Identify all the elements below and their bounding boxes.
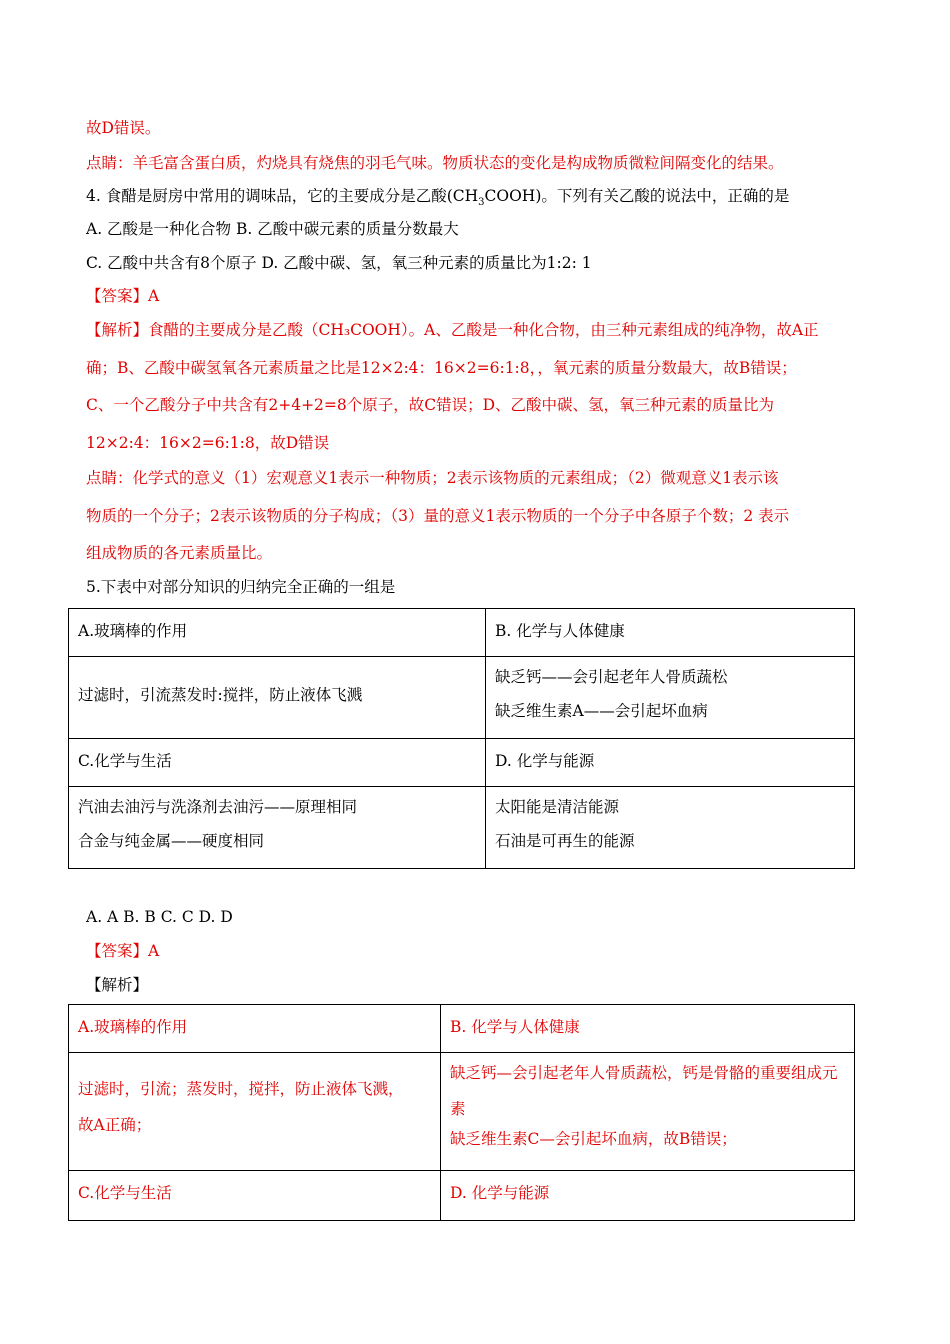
q5-table-c-body: 汽油去油污与洗涤剂去油污——原理相同 合金与纯金属——硬度相同 xyxy=(69,787,486,869)
q5-analysis-b-body: 缺乏钙—会引起老年人骨质蔬松，钙是骨骼的重要组成元素 缺乏维生素C—会引起坏血病，故B错误； xyxy=(441,1053,855,1171)
q4-tip-line3: 组成物质的各元素质量比。 xyxy=(86,544,273,562)
q4-analysis-line4: 12×2:4：16×2=6:1:8，故D错误 xyxy=(86,434,330,452)
q4-answer: 【答案】A xyxy=(86,287,160,305)
prev-conclusion: 故D错误。 xyxy=(86,119,161,137)
q4-stem-sub: 3 xyxy=(478,197,485,209)
q5-analysis-d-head: D. 化学与能源 xyxy=(441,1171,855,1221)
q5-analysis-table xyxy=(68,1004,855,1221)
q5-analysis-b-head: B. 化学与人体健康 xyxy=(441,1005,855,1053)
q5-table-b-body: 缺乏钙——会引起老年人骨质蔬松 缺乏维生素A——会引起坏血病 xyxy=(486,657,855,739)
q4-options-row1: A. 乙酸是一种化合物 B. 乙酸中碳元素的质量分数最大 xyxy=(86,220,459,238)
q5-table-a-body: 过滤时，引流蒸发时:搅拌，防止液体飞溅 xyxy=(69,657,486,739)
q5-options: A. A B. B C. C D. D xyxy=(86,908,233,926)
q4-tip-line2: 物质的一个分子；2表示该物质的分子构成；（3）量的意义1表示物质的一个分子中各原子个数；2 表示 xyxy=(86,507,790,525)
q4-tip-line1: 点睛：化学式的意义（1）宏观意义1表示一种物质；2表示该物质的元素组成；（2）微观意义1表示该 xyxy=(86,469,779,487)
q4-stem-post: COOH)。下列有关乙酸的说法中，正确的是 xyxy=(484,187,790,205)
q4-analysis-line3: C、一个乙酸分子中共含有2+4+2=8个原子，故C错误；D、乙酸中碳、氢，氧三种元素的质量比为 xyxy=(86,396,775,414)
q4-stem xyxy=(86,186,790,209)
q4-options-row2: C. 乙酸中共含有8个原子 D. 乙酸中碳、氢，氧三种元素的质量比为1:2: 1 xyxy=(86,254,592,272)
q5-table-b-head: B. 化学与人体健康 xyxy=(486,609,855,657)
q5-table-d-body: 太阳能是清洁能源 石油是可再生的能源 xyxy=(486,787,855,869)
q5-analysis-a-body: 过滤时，引流；蒸发时，搅拌，防止液体飞溅， 故A正确； xyxy=(69,1053,441,1171)
q4-analysis-line2: 确；B、乙酸中碳氢氧各元素质量之比是12×2:4：16×2=6:1:8，，氧元素的质量分数最大，故B错误； xyxy=(86,359,797,377)
q5-answer: 【答案】A xyxy=(86,942,160,960)
q5-table-c-head: C.化学与生活 xyxy=(69,739,486,787)
q5-table-a-head: A.玻璃棒的作用 xyxy=(69,609,486,657)
q4-stem-pre: 4. 食醋是厨房中常用的调味品，它的主要成分是乙酸(CH xyxy=(86,187,479,205)
q5-analysis-label: 【解析】 xyxy=(86,976,149,994)
q5-table-d-head: D. 化学与能源 xyxy=(486,739,855,787)
prev-tip: 点睛：羊毛富含蛋白质，灼烧具有烧焦的羽毛气味。物质状态的变化是构成物质微粒间隔变化的结果。 xyxy=(86,154,784,172)
q5-stem: 5.下表中对部分知识的归纳完全正确的一组是 xyxy=(86,578,396,596)
q5-analysis-a-head: A.玻璃棒的作用 xyxy=(69,1005,441,1053)
q5-table xyxy=(68,608,855,869)
q5-analysis-c-head: C.化学与生活 xyxy=(69,1171,441,1221)
q4-analysis-line1: 【解析】食醋的主要成分是乙酸（CH₃COOH）。A、乙酸是一种化合物，由三种元素组成的纯净物，故A正 xyxy=(86,321,819,339)
